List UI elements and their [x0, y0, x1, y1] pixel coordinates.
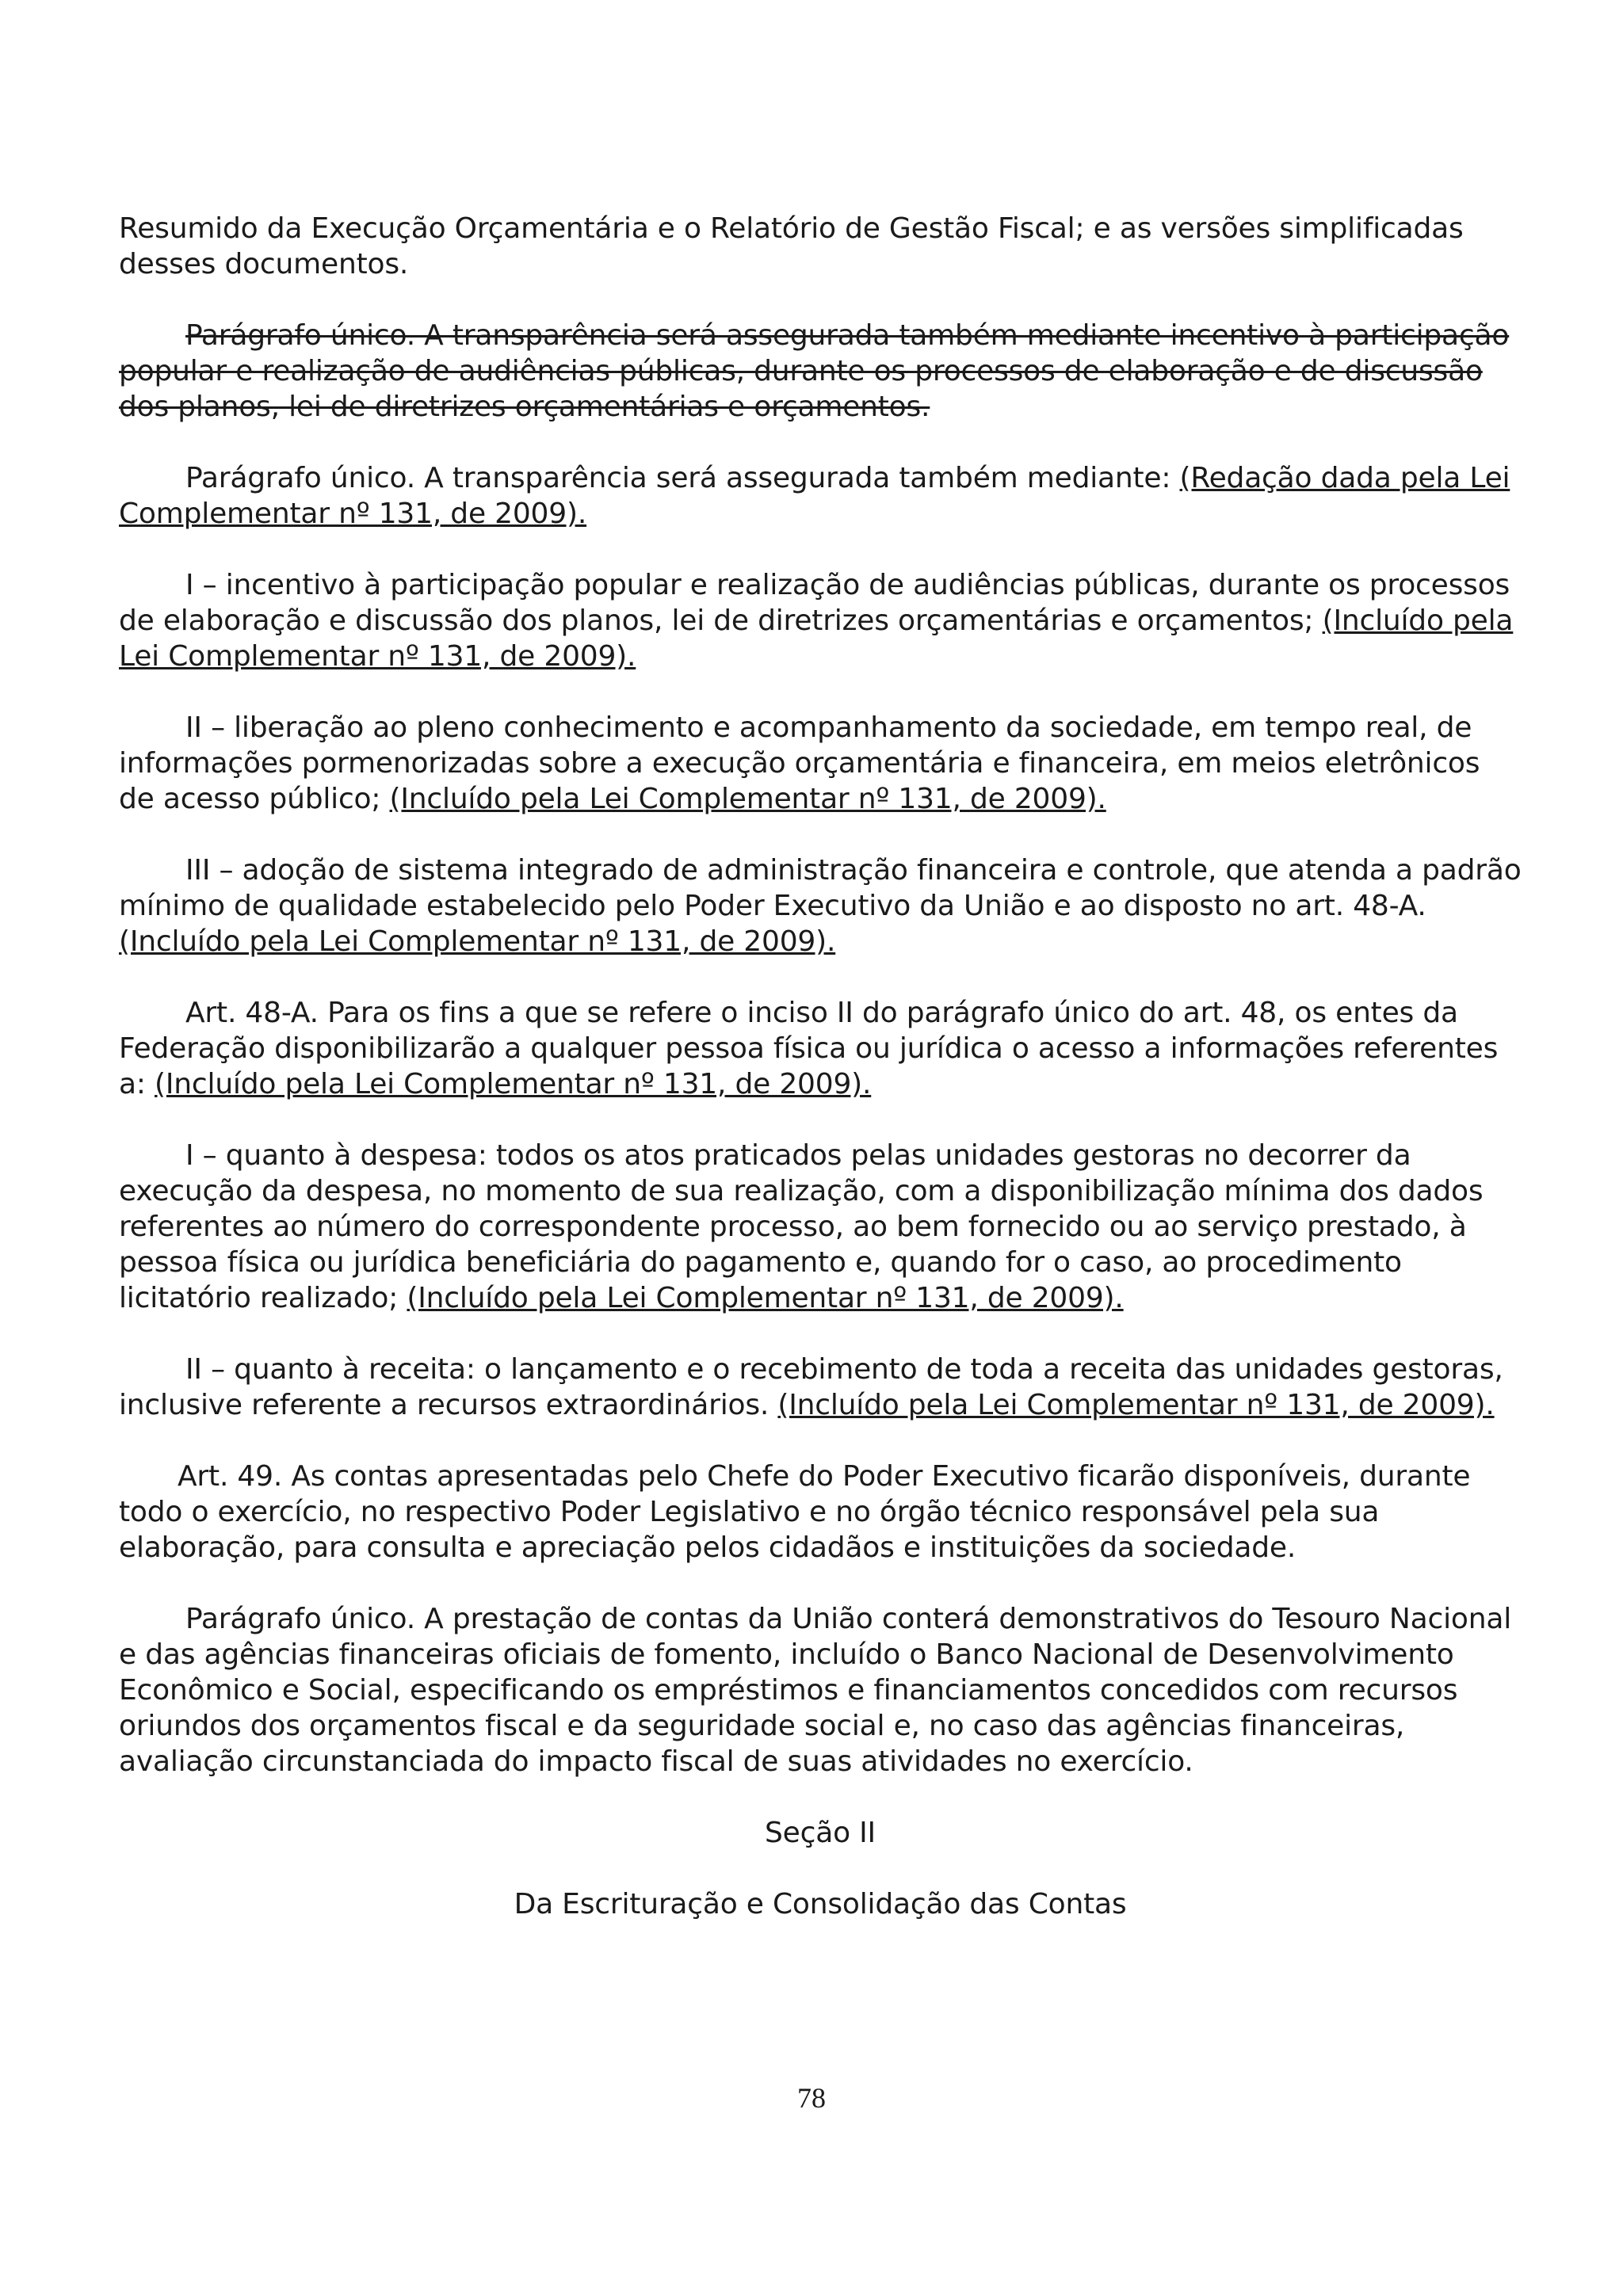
art-49: Art. 49. As contas apresentadas pelo Chefe do Poder Executivo ficarão disponíveis, durante todo o exercício, no respectivo Poder Legislativo e no órgão técnico responsável pela sua elaboração, para consulta e apreciação pelos cidadãos e instituições da sociedade. — [119, 1460, 1471, 1564]
amendment-note-link[interactable]: (Incluído pela Lei Complementar nº 131, de 2009). — [155, 1068, 872, 1100]
art-48a-inciso-i-text: I – quanto à despesa: todos os atos praticados pelas unidades gestoras no decorrer da execução da despesa, no momento de sua realização, com a disponibilização mínima dos dados referentes ao número do correspondente processo, ao bem fornecido ou ao serviço prestado, à pessoa física ou jurídica beneficiária do pagamento e, quando for o caso, ao procedimento licitatório realizado; — [119, 1139, 1484, 1314]
page-number: 78 — [797, 2082, 826, 2114]
paragrafo-unico-text: Parágrafo único. A transparência será assegurada também mediante: — [185, 462, 1180, 494]
art-48a-inciso-i — [119, 1138, 1522, 1316]
inciso-i — [119, 567, 1522, 674]
art-48a-inciso-ii-text: II – quanto à receita: o lançamento e o recebimento de toda a receita das unidades gestoras, inclusive referente a recursos extraordinários. — [119, 1353, 1503, 1421]
amendment-note-link[interactable]: (Incluído pela Lei Complementar nº 131, de 2009). — [389, 783, 1106, 815]
art-49-paragrafo-unico: Parágrafo único. A prestação de contas da União conterá demonstrativos do Tesouro Nacional e das agências financeiras oficiais de fomento, incluído o Banco Nacional de Desenvolvimento Econômico e Social, especificando os empréstimos e financiamentos concedidos com recursos oriundos dos orçamentos fiscal e da seguridade social e, no caso das agências financeiras, avaliação circunstanciada do impacto fiscal de suas atividades no exercício. — [119, 1603, 1512, 1778]
amendment-note-link[interactable]: (Incluído pela Lei Complementar nº 131, de 2009). — [119, 605, 1514, 673]
inciso-iii — [119, 852, 1522, 959]
section-label: Seção II — [765, 1817, 876, 1849]
paragrafo-unico — [119, 460, 1522, 532]
amendment-note-link[interactable]: (Redação dada pela Lei Complementar nº 131, de 2009). — [119, 462, 1510, 530]
section-title: Da Escrituração e Consolidação das Contas — [514, 1888, 1127, 1920]
art-48a — [119, 995, 1522, 1102]
intro-paragraph: Resumido da Execução Orçamentária e o Relatório de Gestão Fiscal; e as versões simplificadas desses documentos. — [119, 212, 1464, 280]
revoked-paragraph: Parágrafo único. A transparência será assegurada também mediante incentivo à participação popular e realização de audiências públicas, durante os processos de elaboração e de discussão dos planos, lei de diretrizes orçamentárias e orçamentos. — [119, 319, 1510, 423]
amendment-note-link[interactable]: (Incluído pela Lei Complementar nº 131, de 2009). — [407, 1282, 1124, 1314]
art-48a-text: Art. 48-A. Para os fins a que se refere o inciso II do parágrafo único do art. 48, os entes da Federação disponibilizarão a qualquer pessoa física ou jurídica o acesso a informações referentes a: — [119, 997, 1499, 1100]
amendment-note-link[interactable]: (Incluído pela Lei Complementar nº 131, de 2009). — [777, 1389, 1495, 1421]
inciso-ii — [119, 710, 1522, 817]
document-page — [119, 211, 1522, 1958]
art-48a-inciso-ii — [119, 1352, 1522, 1423]
inciso-iii-text: III – adoção de sistema integrado de administração financeira e controle, que atenda a padrão mínimo de qualidade estabelecido pelo Poder Executivo da União e ao disposto no art. 48-A. — [119, 854, 1522, 922]
inciso-i-text: I – incentivo à participação popular e realização de audiências públicas, durante os processos de elaboração e discussão dos planos, lei de diretrizes orçamentárias e orçamentos; — [119, 569, 1510, 637]
amendment-note-link[interactable]: (Incluído pela Lei Complementar nº 131, de 2009). — [119, 925, 836, 958]
inciso-ii-text: II – liberação ao pleno conhecimento e acompanhamento da sociedade, em tempo real, de informações pormenorizadas sobre a execução orçamentária e financeira, em meios eletrônicos de acesso público; — [119, 711, 1480, 815]
